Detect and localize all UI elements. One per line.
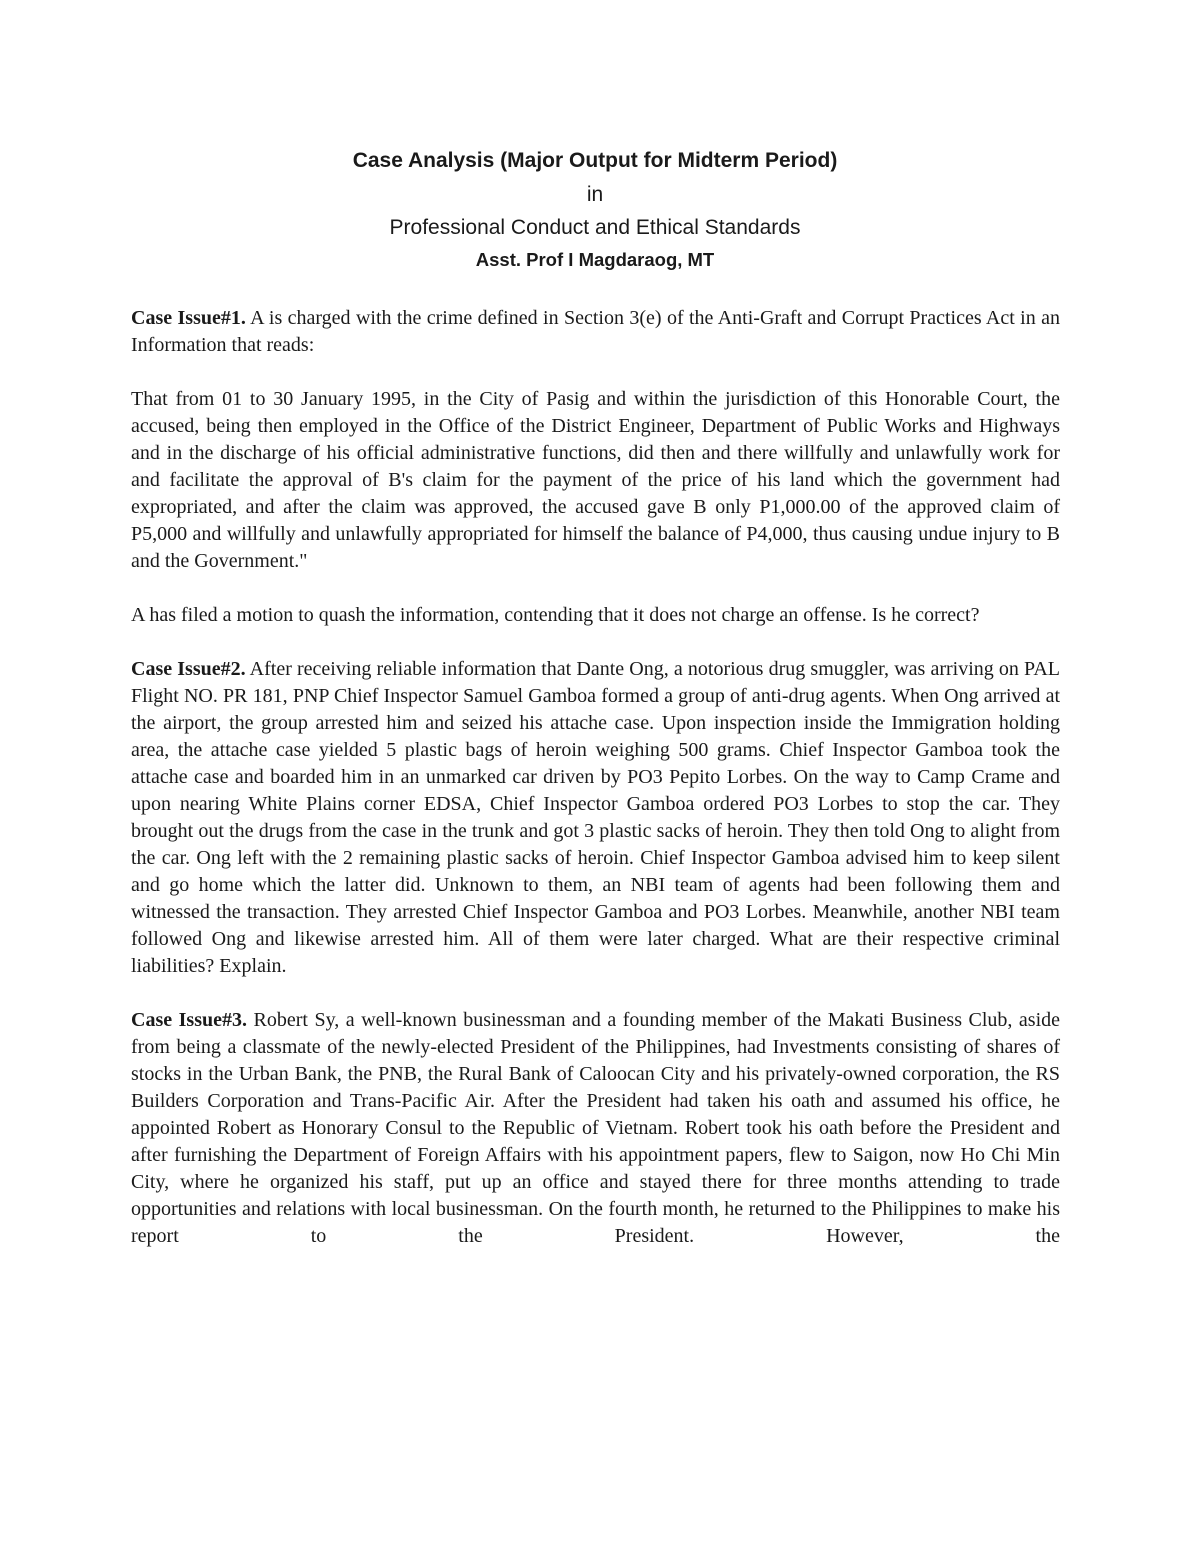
case-2-label: Case Issue#2. bbox=[131, 658, 246, 680]
professor-name: Asst. Prof I Magdaraog, MT bbox=[475, 249, 715, 270]
case-3-label: Case Issue#3. bbox=[131, 1009, 247, 1031]
case-2-paragraph bbox=[131, 656, 1060, 980]
document-body bbox=[131, 305, 1060, 1277]
document-title-connector: in bbox=[586, 183, 604, 206]
case-2-text: After receiving reliable information that Dante Ong, a notorious drug smuggler, was arriving on PAL Flight NO. PR 181, PNP Chief Inspector Samuel Gamboa formed a group of anti-drug agents. When Ong arrived at the airport, the group arrested him and seized his attache case. Upon inspection inside the Immigration holding area, the attache case yielded 5 plastic bags of heroin weighing 500 grams. Chief Inspector Gamboa took the attache case and boarded him in an unmarked car driven by PO3 Pepito Lorbes. On the way to Camp Crame and upon nearing White Plains corner EDSA, Chief Inspector Gamboa ordered PO3 Lorbes to stop the car. They brought out the drugs from the case in the trunk and got 3 plastic sacks of heroin. They then told Ong to alight from the car. Ong left with the 2 remaining plastic sacks of heroin. Chief Inspector Gamboa advised him to keep silent and go home which the latter did. Unknown to them, an NBI team of agents had been following them and witnessed the transaction. They arrested Chief Inspector Gamboa and PO3 Lorbes. Meanwhile, another NBI team followed Ong and likewise arrested him. All of them were later charged. What are their respective criminal liabilities? Explain. bbox=[131, 658, 1060, 977]
course-name: Professional Conduct and Ethical Standards bbox=[389, 216, 801, 239]
case-1-intro bbox=[131, 305, 1060, 359]
document-title: Case Analysis (Major Output for Midterm Period) bbox=[352, 149, 838, 172]
case-3-text: Robert Sy, a well-known businessman and a founding member of the Makati Business Club, aside from being a classmate of the newly-elected President of the Philippines, had Investments consisting of shares of stocks in the Urban Bank, the PNB, the Rural Bank of Caloocan City and his privately-owned corporation, the RS Builders Corporation and Trans-Pacific Air. After the President had taken his oath and assumed his office, he appointed Robert as Honorary Consul to the Republic of Vietnam. Robert took his oath before the President and after furnishing the Department of Foreign Affairs with his appointment papers, flew to Saigon, now Ho Chi Min City, where he organized his staff, put up an office and stayed there for three months attending to trade opportunities and relations with local businessman. On the fourth month, he returned to the Philippines to make his report to the President. However, the bbox=[131, 1009, 1061, 1247]
case-1-label: Case Issue#1. bbox=[131, 307, 246, 329]
case-3-paragraph bbox=[131, 1007, 1060, 1250]
document-header bbox=[130, 144, 1060, 275]
case-1-information: That from 01 to 30 January 1995, in the City of Pasig and within the jurisdiction of this Honorable Court, the accused, being then employed in the Office of the District Engineer, Department of Public Works and Highways and in the discharge of his official administrative functions, did then and there willfully and unlawfully work for and facilitate the approval of B's claim for the payment of the price of his land which the government had expropriated, and after the claim was approved, the accused gave B only P1,000.00 of the approved claim of P5,000 and willfully and unlawfully appropriated for himself the balance of P4,000, thus causing undue injury to B and the Government." bbox=[131, 388, 1060, 572]
case-1-question: A has filed a motion to quash the information, contending that it does not charge an offense. Is he correct? bbox=[131, 604, 980, 626]
case-1-intro-text: A is charged with the crime defined in Section 3(e) of the Anti-Graft and Corrupt Practices Act in an Information that reads: bbox=[131, 307, 1061, 356]
